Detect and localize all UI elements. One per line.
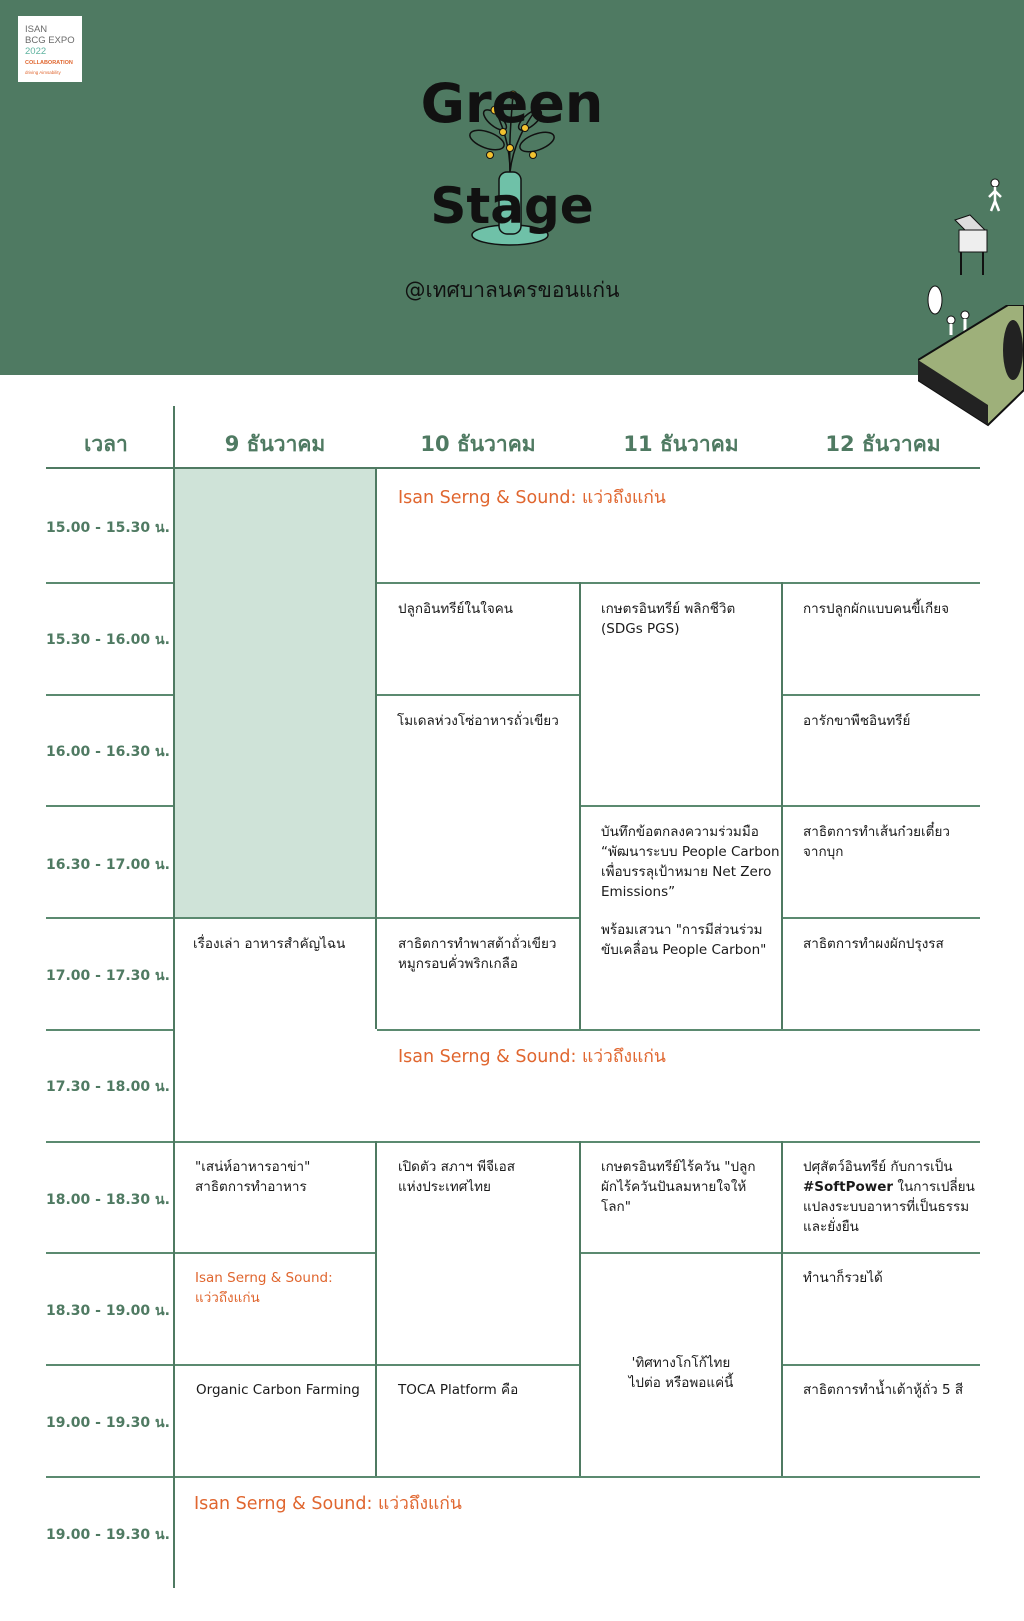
event-isan-serng-1500: Isan Serng & Sound: แว่วถึงแก่น [398,488,666,508]
event-d12-1830: ทำนาก็รวยได้ [803,1270,883,1286]
event-d9-1900: Organic Carbon Farming [196,1382,360,1398]
event-d9-1830: Isan Serng & Sound: แว่วถึงแก่น [195,1270,333,1306]
row-sep-1730-time [46,1029,173,1031]
time-label: 15.30 - 16.00 น. [46,632,170,648]
event-d10-1900: TOCA Platform คือ [398,1382,519,1398]
time-label: 17.00 - 17.30 น. [46,968,170,984]
row-sep-1600-d10 [377,694,579,696]
logo-line1: ISAN [25,24,48,35]
event-d10-1800: เปิดตัว สภาฯ พีจีเอส แห่งประเทศไทย [398,1159,515,1195]
event-d12-1530: การปลูกผักแบบคนขี้เกียจ [803,601,950,617]
event-d12-1800: ปศุสัตว์อินทรีย์ กับการเป็น #SoftPower ในการเปลี่ยน แปลงระบบอาหารที่เป็นธรรม และยั่งยืน [803,1159,975,1235]
col-line-d12-a [781,582,783,1029]
time-label: 15.00 - 15.30 น. [46,520,170,536]
row-sep-1730 [377,1029,980,1031]
logo-line4: COLLABORATION [25,60,73,66]
page-title-line2: Stage [430,177,594,235]
row-sep-1800-time [46,1141,173,1143]
row-sep-1600-time [46,694,173,696]
day9-empty-block [175,469,375,919]
row-sep-1930 [175,1476,980,1478]
col-line-d11-a [579,582,581,1029]
logo-tagline: driving Aimsability [25,70,61,75]
col-header-day1: 9 ธันวาคม [224,432,326,456]
row-sep-1530 [377,582,980,584]
row-sep-1830-time [46,1252,173,1254]
event-d11-1630: บันทึกข้อตกลงความร่วมมือ “พัฒนาระบบ People Carbon เพื่อบรรลุเป้าหมาย Net Zero Emissions” [601,824,780,900]
time-label: 18.30 - 19.00 น. [46,1303,170,1319]
page-title-line1: Green [420,72,604,135]
platform-illustration-icon [918,305,1024,430]
row-sep-1800 [175,1141,980,1143]
event-d11-1800: เกษตรอินทรีย์ไร้ควัน "ปลูก ผักไร้ควันปันลมหายใจให้ โลก" [601,1159,756,1215]
time-label: 18.00 - 18.30 น. [46,1192,170,1208]
row-sep-1630-time [46,805,173,807]
event-d12-1600: อารักขาพืชอินทรีย์ [803,713,911,729]
col-line-d10-b [375,1141,377,1476]
col-header-day3: 11 ธันวาคม [623,432,739,456]
col-line-d11-b [579,1141,581,1476]
event-d12-1900: สาธิตการทำน้ำเต้าหู้ถั่ว 5 สี [803,1382,964,1398]
col-header-day2: 10 ธันวาคม [420,432,536,456]
col-header-day4: 12 ธันวาคม [825,432,941,456]
event-isan-serng-1930: Isan Serng & Sound: แว่วถึงแก่น [194,1494,462,1514]
event-d9-1700: เรื่องเล่า อาหารสำคัญไฉน [193,936,346,952]
time-label: 16.00 - 16.30 น. [46,744,170,760]
event-d10-1700: สาธิตการทำพาสต้าถั่วเขียว หมูกรอบคั่วพริกเกลือ [398,936,557,972]
event-d10-1530: ปลูกอินทรีย์ในใจคน [398,601,513,617]
time-label: 19.00 - 19.30 น. [46,1415,170,1431]
row-sep-1530-time [46,582,173,584]
event-d9-1800: "เสน่ห์อาหารอาข่า" สาธิตการทำอาหาร [195,1159,311,1195]
col-header-time: เวลา [84,432,128,456]
time-label: 16.30 - 17.00 น. [46,857,170,873]
event-d11-1900: 'ทิศทางโกโก้ไทย ไปต่อ หรือพอแค่นี้ [628,1355,734,1391]
row-sep-1830-d9 [175,1252,375,1254]
event-d11-1530: เกษตรอินทรีย์ พลิกชีวิต (SDGs PGS) [601,601,736,637]
row-sep-1700-time [46,917,173,919]
time-label: 17.30 - 18.00 น. [46,1079,170,1095]
row-sep-1600-d12 [783,694,980,696]
row-sep-1900-d9 [175,1364,579,1366]
row-sep-1900-d12 [783,1364,980,1366]
event-d10-1600: โมเดลห่วงโซ่อาหารถั่วเขียว [397,713,559,729]
row-sep-1700-d12 [783,917,980,919]
time-label: 19.00 - 19.30 น. [46,1527,170,1543]
logo-line2: BCG EXPO [25,35,75,46]
col-line-d10-a [375,469,377,1029]
event-isan-serng-1730: Isan Serng & Sound: แว่วถึงแก่น [398,1047,666,1067]
row-sep-1930-time [46,1476,173,1478]
event-d12-1630: สาธิตการทำเส้นก๋วยเตี๋ยว จากบุก [803,824,950,860]
event-d11-1700: พร้อมเสวนา "การมีส่วนร่วม ขับเคลื่อน People Carbon" [601,922,767,958]
row-sep-1700 [175,917,579,919]
row-sep-1900-time [46,1364,173,1366]
col-line-d12-b [781,1141,783,1476]
event-d12-1700: สาธิตการทำผงผักปรุงรส [803,936,944,952]
logo-line3: 2022 [25,46,47,57]
venue-label: @เทศบาลนครขอนแก่น [404,278,620,302]
